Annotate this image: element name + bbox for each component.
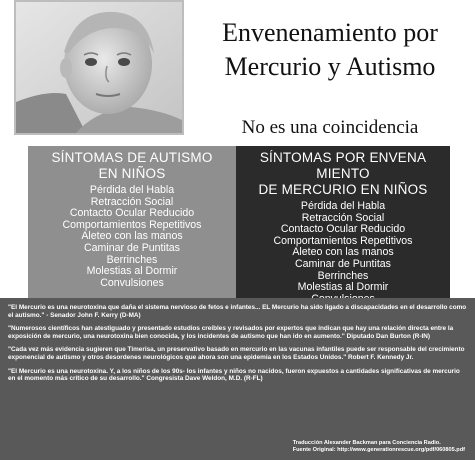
quote-weldon: "El Mercurio es una neurotoxina. Y, a los niños de los 90s- los infantes y niños no nacidos, fueron expuestos a cantidades significativas de mercurio en el momento más crítico de su desarrollo." Congresista Dave Weldon, M.D. (R-FL) bbox=[8, 367, 460, 383]
list-item: Molestias al Dormir bbox=[86, 265, 178, 278]
autism-symptoms-list bbox=[28, 185, 236, 289]
list-item: Aleteo con las manos bbox=[292, 246, 394, 259]
list-item: Aleteo con las manos bbox=[81, 230, 183, 243]
list-item: Contacto Ocular Reducido bbox=[69, 207, 195, 220]
quotes-section bbox=[0, 298, 475, 460]
mercury-symptoms-panel bbox=[236, 146, 450, 298]
list-item: Comportamientos Repetitivos bbox=[62, 218, 202, 231]
quote-burton: "Numerosos científicos han atestiguado y presentado estudios creíbles y revisados por expertos que indican que hay una relación directa entre la exposición de mercurio, una neurotoxina bien conocida, y los incidentes de autismo que han ido en aumento." Diputado Dan Burton (R-IN) bbox=[8, 325, 454, 340]
list-item: Molestias al Dormir bbox=[297, 281, 389, 294]
credits bbox=[293, 440, 465, 453]
title-line-2: Mercurio y Autismo bbox=[224, 52, 436, 81]
list-item: Berrinches bbox=[317, 269, 369, 282]
autism-symptoms-panel bbox=[28, 146, 236, 298]
source-credit: Fuente Original: http://www.generationrescue.org/pdf/060805.pdf bbox=[292, 446, 465, 453]
list-item: Retracción Social bbox=[90, 195, 174, 208]
list-item: Convulsiones bbox=[100, 276, 164, 289]
quote-kennedy: "Cada vez más evidencia sugieren que Timerisa, un preservativo basado en mercurio en las vacunas infantiles puede ser responsable del crecimiento exponencial de autismo y otros desordenes neurológicos que ahora son una epidemia en los Estados Unidos." Robert F. Kennedy Jr. bbox=[8, 346, 465, 361]
list-item: Contacto Ocular Reducido bbox=[280, 223, 406, 236]
list-item: Comportamientos Repetitivos bbox=[273, 234, 413, 247]
list-item: Caminar de Puntitas bbox=[295, 257, 391, 270]
list-item: Pérdida del Habla bbox=[89, 184, 175, 196]
translation-credit: Traducción Alexander Backman para Conciencia Radio. bbox=[292, 440, 441, 446]
quote-kerry: "El Mercurio es una neurotoxina que daña el sistema nervioso de fetos e infantes... EL Mercurio ha sido ligado a discapacidades en el desarrollo como el autismo." - Senador John F. Kerry (D-MA) bbox=[8, 304, 467, 319]
list-item: Berrinches bbox=[106, 253, 158, 266]
main-title bbox=[192, 16, 468, 84]
autism-symptoms-title: SÍNTOMAS DE AUTISMO EN NIÑOS bbox=[51, 150, 213, 181]
title-line-1: Envenenamiento por bbox=[222, 18, 438, 47]
child-photo bbox=[14, 0, 184, 135]
subtitle: No es una coincidencia bbox=[241, 117, 419, 138]
list-item: Pérdida del Habla bbox=[300, 200, 386, 212]
child-portrait-image bbox=[16, 2, 182, 133]
list-item: Caminar de Puntitas bbox=[84, 241, 180, 254]
mercury-symptoms-title: SÍNTOMAS POR ENVENA MIENTO DE MERCURIO EN NIÑOS bbox=[258, 150, 428, 197]
mercury-symptoms-list bbox=[236, 201, 450, 305]
list-item: Retracción Social bbox=[301, 211, 385, 224]
